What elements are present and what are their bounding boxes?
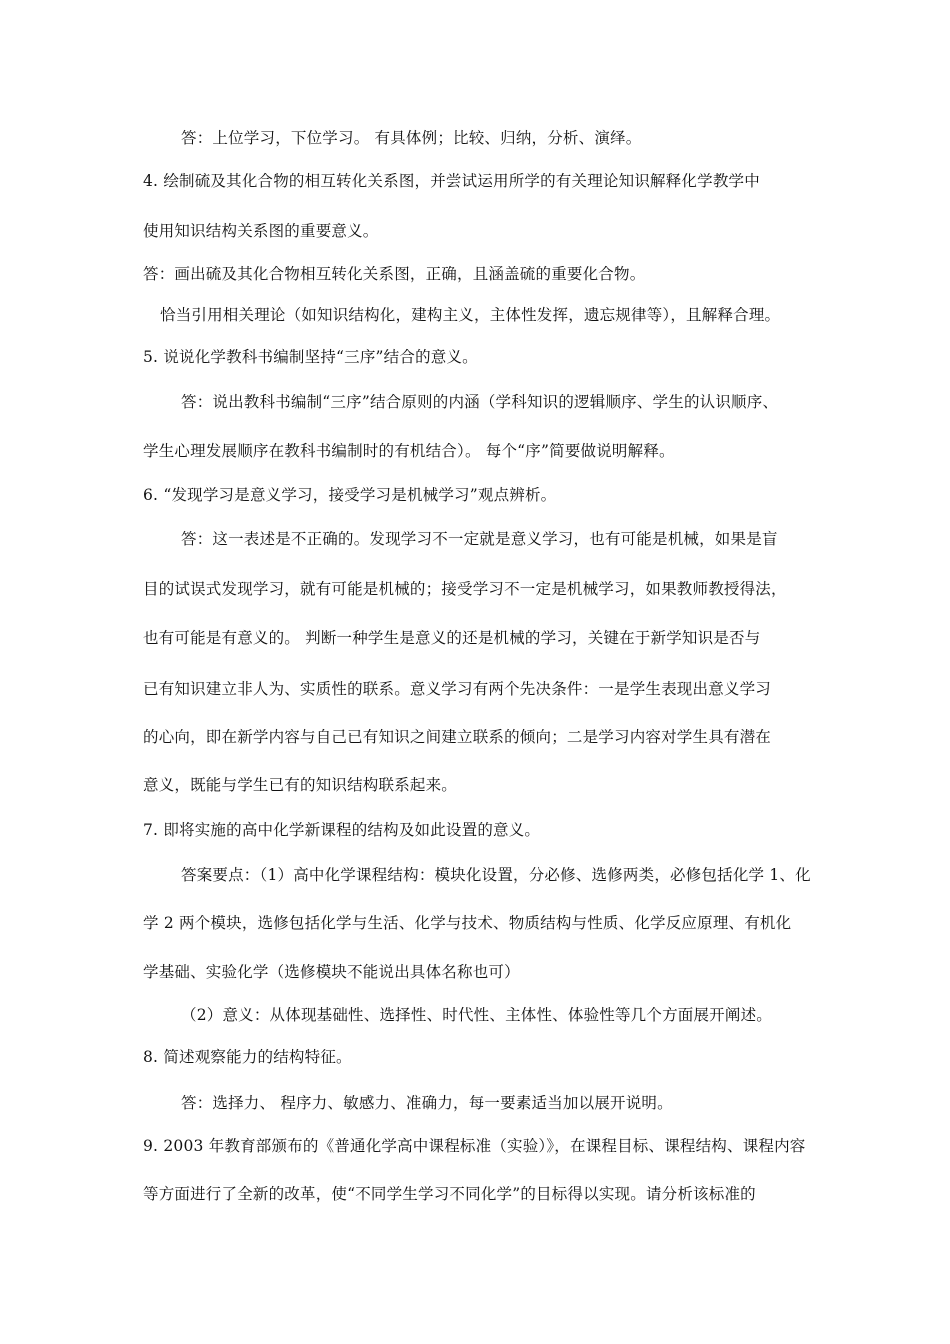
answer-7-line-3: 学基础、实验化学（选修模块不能说出具体名称也可） <box>143 963 520 981</box>
answer-7-line-1: 答案要点：（1）高中化学课程结构：模块化设置，分必修、选修两类，必修包括化学 1、化 <box>181 866 811 884</box>
answer-4-line-2: 恰当引用相关理论（如知识结构化，建构主义，主体性发挥，遗忘规律等），且解释合理。 <box>160 306 781 324</box>
answer-6-line-5: 的心向，即在新学内容与自己已有知识之间建立联系的倾向；二是学习内容对学生具有潜在 <box>143 728 772 746</box>
answer-6-line-3: 也有可能是有意义的。 判断一种学生是意义的还是机械的学习，关键在于新学知识是否与 <box>143 629 761 647</box>
answer-6-line-1: 答：这一表述是不正确的。发现学习不一定就是意义学习，也有可能是机械，如果是盲 <box>181 530 778 548</box>
question-9-line-2: 等方面进行了全新的改革，使“不同学生学习不同化学”的目标得以实现。请分析该标准的 <box>143 1185 756 1203</box>
question-4-line-1: 4. 绘制硫及其化合物的相互转化关系图，并尝试运用所学的有关理论知识解释化学教学中 <box>143 172 760 190</box>
answer-6-line-2: 目的试误式发现学习，就有可能是机械的；接受学习不一定是机械学习，如果教师教授得法， <box>143 580 787 598</box>
answer-4-line-1: 答：画出硫及其化合物相互转化关系图，正确，且涵盖硫的重要化合物。 <box>143 265 646 283</box>
answer-6-line-6: 意义，既能与学生已有的知识结构联系起来。 <box>143 776 458 794</box>
question-5: 5. 说说化学教科书编制坚持“三序”结合的意义。 <box>143 348 478 366</box>
answer-7-line-2: 学 2 两个模块，选修包括化学与生活、化学与技术、物质结构与性质、化学反应原理、有机化 <box>143 914 792 932</box>
question-7: 7. 即将实施的高中化学新课程的结构及如此设置的意义。 <box>143 821 541 839</box>
answer-7-line-4: （2）意义：从体现基础性、选择性、时代性、主体性、体验性等几个方面展开阐述。 <box>181 1006 772 1024</box>
question-6: 6. “发现学习是意义学习，接受学习是机械学习”观点辨析。 <box>143 486 557 504</box>
question-4-line-2: 使用知识结构关系图的重要意义。 <box>143 222 379 240</box>
answer-line: 答：上位学习，下位学习。 有具体例；比较、归纳，分析、演绎。 <box>181 129 642 147</box>
question-9-line-1: 9. 2003 年教育部颁布的《普通化学高中课程标准（实验）》，在课程目标、课程结构、课程内容 <box>143 1137 806 1155</box>
answer-5-line-2: 学生心理发展顺序在教科书编制时的有机结合）。 每个“序”简要做说明解释。 <box>143 442 675 460</box>
question-8: 8. 简述观察能力的结构特征。 <box>143 1048 352 1066</box>
answer-6-line-4: 已有知识建立非人为、实质性的联系。意义学习有两个先决条件：一是学生表现出意义学习 <box>143 680 772 698</box>
answer-5-line-1: 答：说出教科书编制“三序”结合原则的内涵（学科知识的逻辑顺序、学生的认识顺序、 <box>181 393 779 411</box>
answer-8: 答：选择力、 程序力、敏感力、准确力，每一要素适当加以展开说明。 <box>181 1094 673 1112</box>
